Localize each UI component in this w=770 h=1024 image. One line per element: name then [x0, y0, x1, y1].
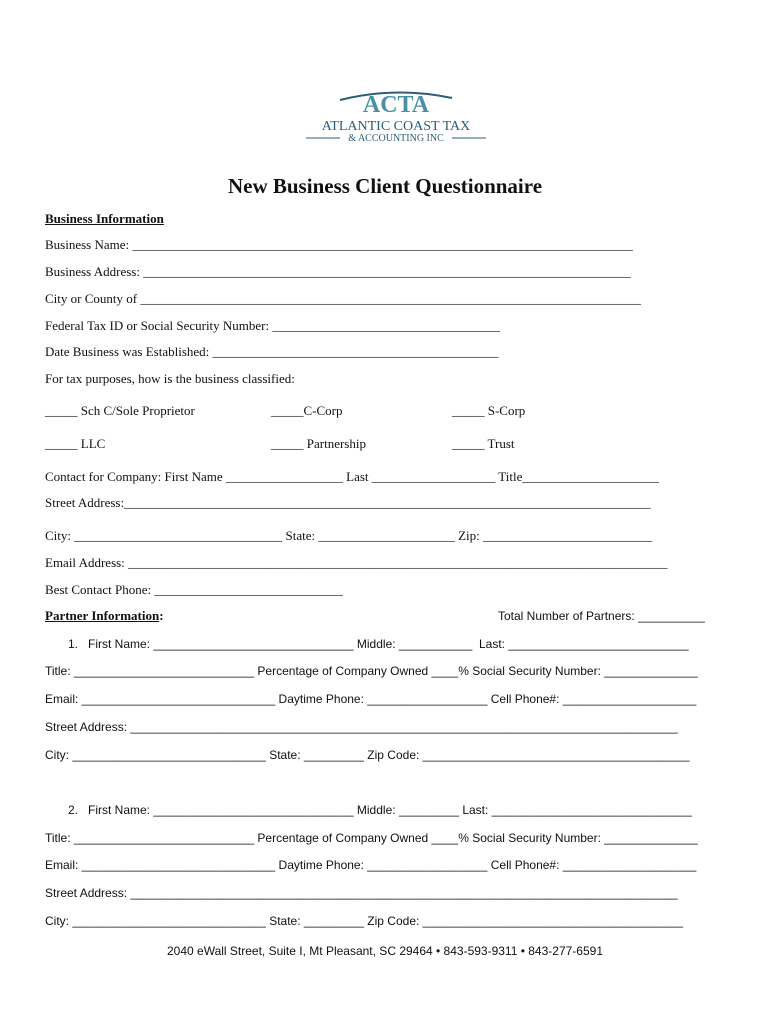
partner-heading-text: Partner Information: [45, 608, 160, 623]
federal-tax-id-field[interactable]: Federal Tax ID or Social Security Number: ___________________________________: [45, 318, 500, 333]
partner1-name-field[interactable]: 1. First Name: ______________________________ Middle: ___________ Last: ___________________________: [68, 637, 689, 651]
partner2-email-field[interactable]: Email: _____________________________ Daytime Phone: __________________ Cell Phone#: ____________________: [45, 858, 697, 872]
document-title: New Business Client Questionnaire: [227, 174, 543, 198]
classification-question: For tax purposes, how is the business classified:: [45, 371, 295, 386]
option-llc[interactable]: _____ LLC: [45, 436, 106, 451]
date-established-field[interactable]: Date Business was Established: ____________________________________________: [45, 344, 499, 359]
option-c-corp[interactable]: _____C-Corp: [271, 403, 343, 418]
partner2-title-field[interactable]: Title: ___________________________ Percentage of Company Owned ____% Social Security Number: ______________: [45, 831, 698, 845]
partner2-street-field[interactable]: Street Address: __________________________________________________________________________________: [45, 886, 678, 900]
email-address-field[interactable]: Email Address: ___________________________________________________________________________________: [45, 555, 668, 570]
partner1-title-field[interactable]: Title: ___________________________ Percentage of Company Owned ____% Social Security Number: ______________: [45, 664, 698, 678]
partner2-name-field[interactable]: 2. First Name: ______________________________ Middle: _________ Last: ______________________________: [68, 803, 692, 817]
contact-street-address-field[interactable]: Street Address:_________________________________________________________________________________: [45, 495, 651, 510]
best-contact-phone-field[interactable]: Best Contact Phone: _____________________________: [45, 582, 343, 597]
company-logo: [300, 88, 492, 146]
contact-city-state-zip-field[interactable]: City: ________________________________ State: _____________________ Zip: __________________________: [45, 528, 653, 543]
logo-company-subname: & ACCOUNTING INC: [348, 133, 444, 144]
option-partnership[interactable]: _____ Partnership: [271, 436, 366, 451]
logo-acronym: ACTA: [362, 92, 430, 118]
partner-heading-colon: :: [159, 608, 164, 623]
logo-graphic: [300, 88, 492, 146]
business-address-field[interactable]: Business Address: ___________________________________________________________________________: [45, 264, 631, 279]
partner1-street-field[interactable]: Street Address: __________________________________________________________________________________: [45, 720, 678, 734]
company-contact-field[interactable]: Contact for Company: First Name __________________ Last ___________________ Title_____________________: [45, 469, 659, 484]
option-sole-proprietor[interactable]: _____ Sch C/Sole Proprietor: [45, 403, 195, 418]
footer-address: 2040 eWall Street, Suite I, Mt Pleasant, SC 29464 • 843-593-9311 • 843-277-6591: [166, 944, 603, 958]
total-partners-field[interactable]: Total Number of Partners: __________: [498, 609, 705, 623]
partner2-city-field[interactable]: City: _____________________________ State: _________ Zip Code: _______________________________________: [45, 914, 683, 928]
logo-company-name: ATLANTIC COAST TAX: [321, 119, 471, 134]
city-county-field[interactable]: City or County of _____________________________________________________________________________: [45, 291, 641, 306]
option-trust[interactable]: _____ Trust: [452, 436, 515, 451]
business-information-heading: Business Information: [45, 211, 164, 226]
partner1-email-field[interactable]: Email: _____________________________ Daytime Phone: __________________ Cell Phone#: ____________________: [45, 692, 697, 706]
partner1-city-field[interactable]: City: _____________________________ State: _________ Zip Code: ________________________________________: [45, 748, 690, 762]
business-name-field[interactable]: Business Name: _____________________________________________________________________________: [45, 237, 633, 252]
option-s-corp[interactable]: _____ S-Corp: [452, 403, 526, 418]
partner-information-heading: [45, 608, 164, 624]
